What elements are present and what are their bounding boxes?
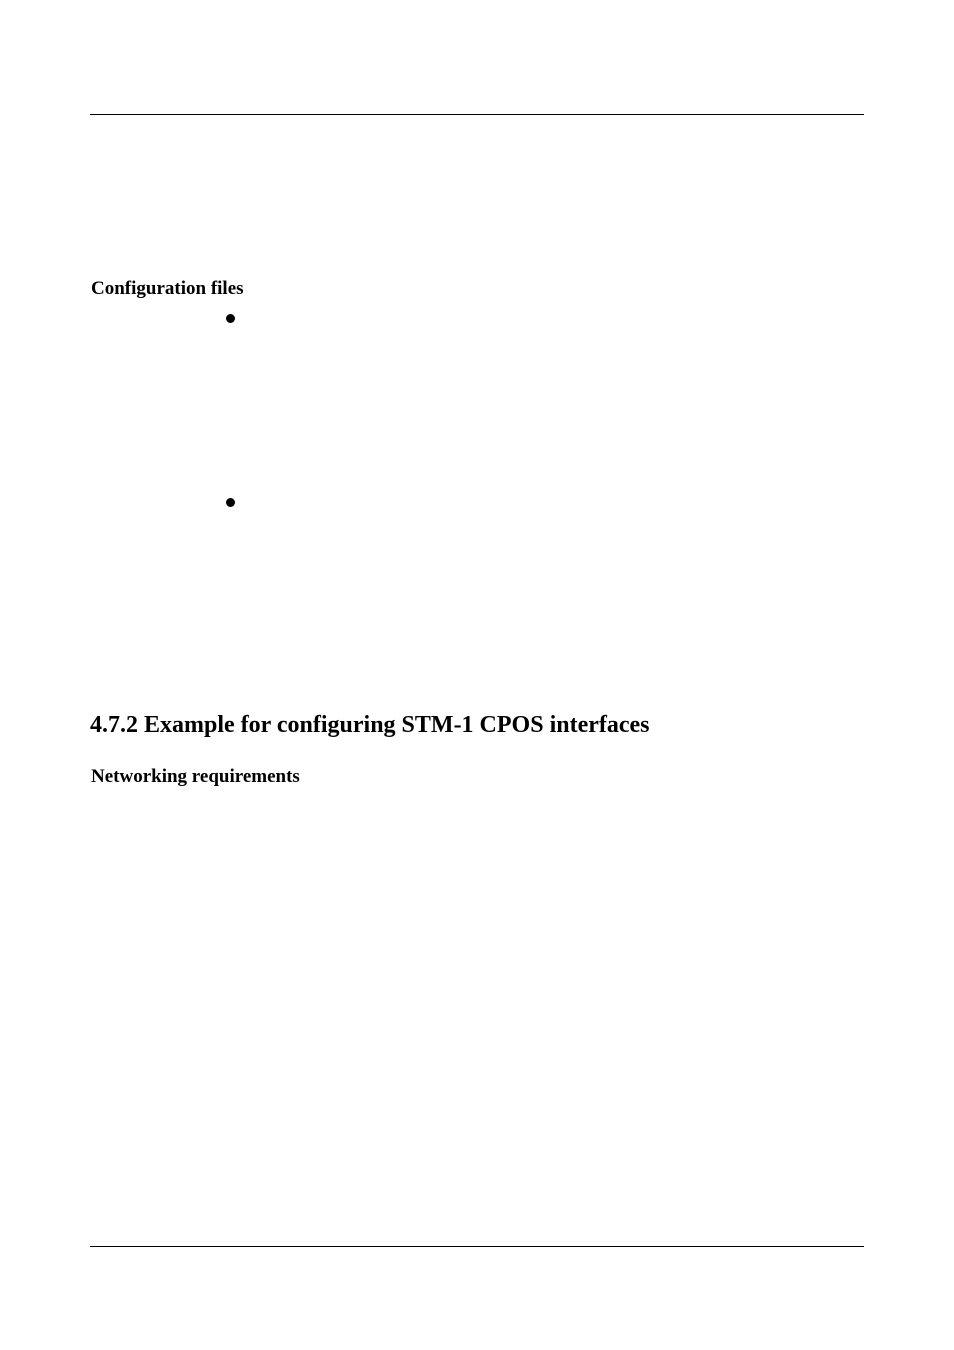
bullet-point-1	[226, 314, 235, 323]
configuration-files-heading: Configuration files	[91, 278, 244, 299]
bullet-point-2	[226, 498, 235, 507]
header-rule	[90, 114, 864, 115]
section-heading: 4.7.2 Example for configuring STM-1 CPOS interfaces	[90, 712, 650, 738]
networking-requirements-heading: Networking requirements	[91, 766, 300, 787]
footer-rule	[90, 1246, 864, 1247]
